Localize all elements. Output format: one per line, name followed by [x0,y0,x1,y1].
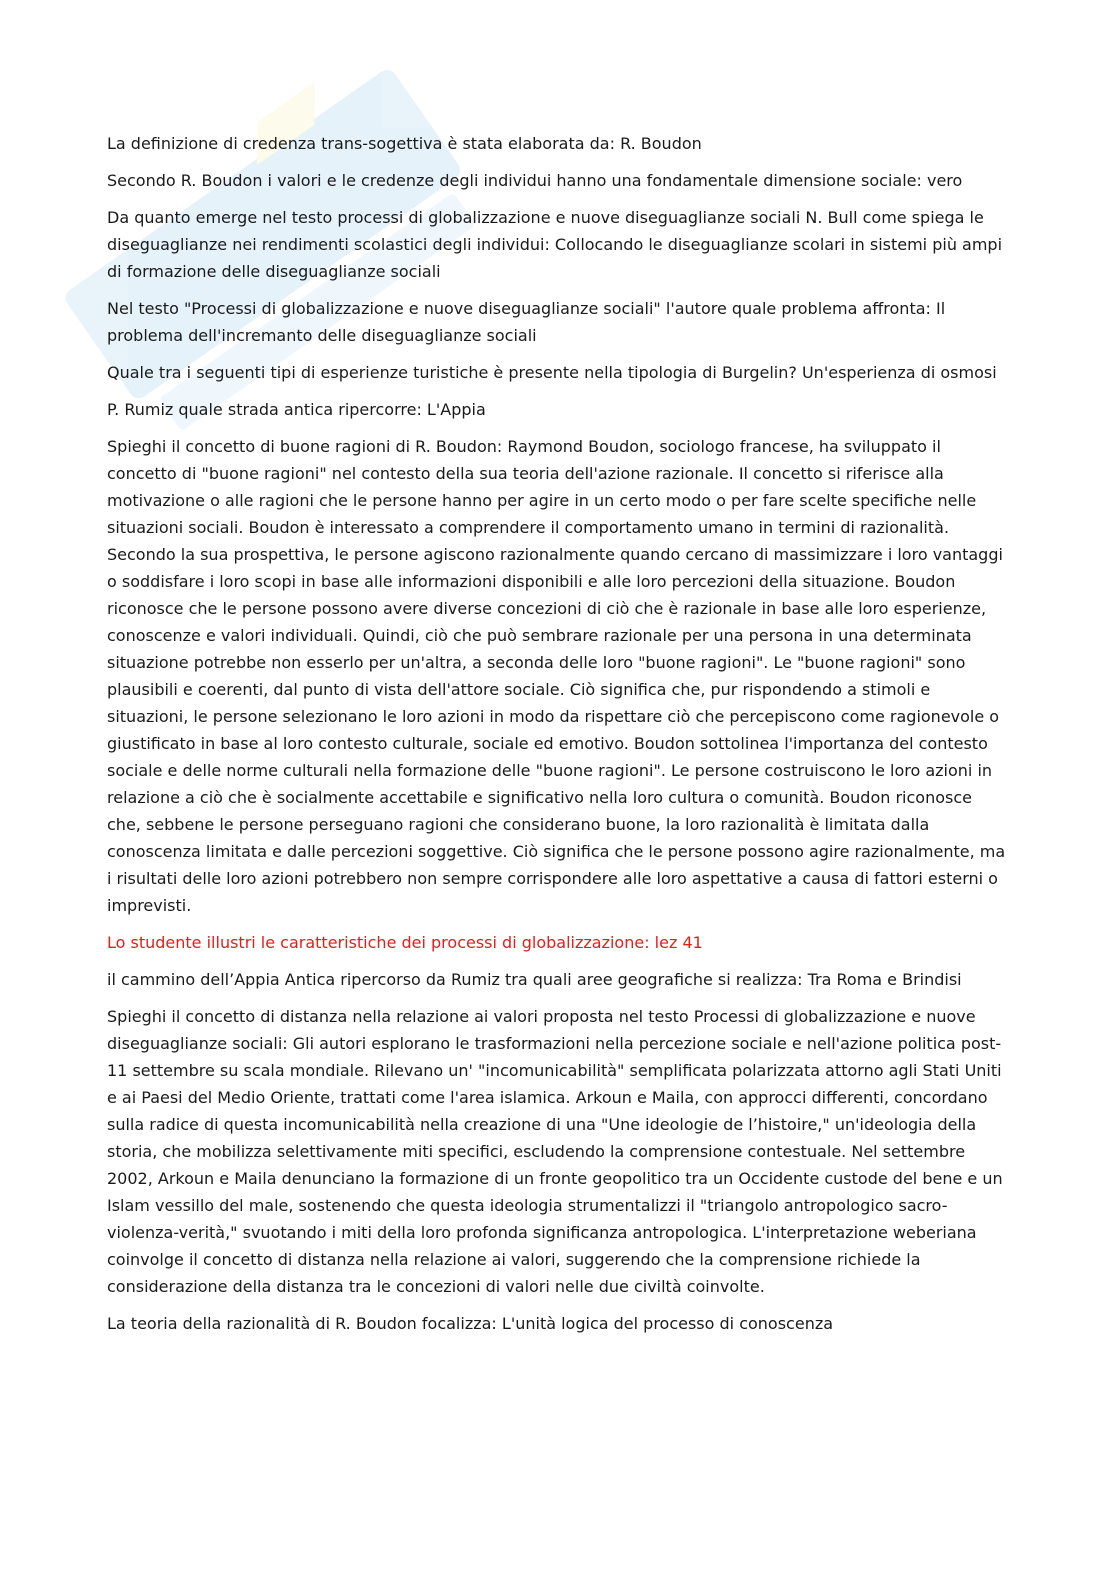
question-11: La teoria della razionalità di R. Boudon focalizza: L'unità logica del processo di conoscenza [107,1314,834,1333]
question-8-highlighted: Lo studente illustri le caratteristiche dei processi di globalizzazione: lez 41 [107,933,703,952]
question-10: Spieghi il concetto di distanza nella relazione ai valori proposta nel testo Processi di globalizzazione e nuove diseguaglianze sociali: Gli autori esplorano le trasformazioni nella percezione sociale e nell'azione politica post-11 settembre su scala mondiale. Rilevano un' "incomunicabilità" semplificata polarizzata attorno agli Stati Uniti e ai Paesi del Medio Oriente, trattati come l'area islamica. Arkoun e Maila, con approcci differenti, concordano sulla radice di questa incomunicabilità nella creazione di una "Une ideologie de l’histoire," un'ideologia della storia, che mobilizza selettivamente miti specifici, escludendo la comprensione contestuale. Nel settembre 2002, Arkoun e Maila denunciano la formazione di un fronte geopolitico tra un Occidente custode del bene e un Islam vessillo del male, sostenendo che questa ideologia strumentalizzi il "triangolo antropologico sacro-violenza-verità," svuotando i miti della loro profonda significanza antropologica. L'interpretazione weberiana coinvolge il concetto di distanza nella relazione ai valori, suggerendo che la comprensione richiede la considerazione della distanza tra le concezioni di valori nelle due civiltà coinvolte. [107,1007,1003,1296]
question-1: La definizione di credenza trans-sogettiva è stata elaborata da: R. Boudon [107,134,702,153]
question-3: Da quanto emerge nel testo processi di globalizzazione e nuove diseguaglianze sociali N. Bull come spiega le diseguaglianze nei rendimenti scolastici degli individui: Collocando le diseguaglianze scolari in sistemi più ampi di formazione delle diseguaglianze sociali [107,208,1003,281]
question-6: P. Rumiz quale strada antica ripercorre: L'Appia [107,400,486,419]
question-9: il cammino dell’Appia Antica ripercorso da Rumiz tra quali aree geografiche si realizza: Tra Roma e Brindisi [107,970,962,989]
question-2: Secondo R. Boudon i valori e le credenze degli individui hanno una fondamentale dimensione sociale: vero [107,171,963,190]
question-5: Quale tra i seguenti tipi di esperienze turistiche è presente nella tipologia di Burgelin? Un'esperienza di osmosi [107,363,997,382]
question-7: Spieghi il concetto di buone ragioni di R. Boudon: Raymond Boudon, sociologo francese, ha sviluppato il concetto di "buone ragioni" nel contesto della sua teoria dell'azione razionale. Il concetto si riferisce alla motivazione o alle ragioni che le persone hanno per agire in un certo modo o per fare scelte specifiche nelle situazioni sociali. Boudon è interessato a comprendere il comportamento umano in termini di razionalità. Secondo la sua prospettiva, le persone agiscono razionalmente quando cercano di massimizzare i loro vantaggi o soddisfare i loro scopi in base alle informazioni disponibili e alle loro percezioni della situazione. Boudon riconosce che le persone possono avere diverse concezioni di ciò che è razionale in base alle loro esperienze, conoscenze e valori individuali. Quindi, ciò che può sembrare razionale per una persona in una determinata situazione potrebbe non esserlo per un'altra, a seconda delle loro "buone ragioni". Le "buone ragioni" sono plausibili e coerenti, dal punto di vista dell'attore sociale. Ciò significa che, pur rispondendo a stimoli e situazioni, le persone selezionano le loro azioni in modo da rispettare ciò che percepiscono come ragionevole o giustificato in base al loro contesto culturale, sociale ed emotivo. Boudon sottolinea l'importanza del contesto sociale e delle norme culturali nella formazione delle "buone ragioni". Le persone costruiscono le loro azioni in relazione a ciò che è socialmente accettabile e significativo nella loro cultura o comunità. Boudon riconosce che, sebbene le persone perseguano ragioni che considerano buone, la loro razionalità è limitata dalla conoscenza limitata e dalle percezioni soggettive. Ciò significa che le persone possono agire razionalmente, ma i risultati delle loro azioni potrebbero non sempre corrispondere alle loro aspettative a causa di fattori esterni o imprevisti. [107,437,1006,915]
question-4: Nel testo "Processi di globalizzazione e nuove diseguaglianze sociali" l'autore quale problema affronta: Il problema dell'incremanto delle diseguaglianze sociali [107,299,946,345]
document-body [107,130,1007,1347]
